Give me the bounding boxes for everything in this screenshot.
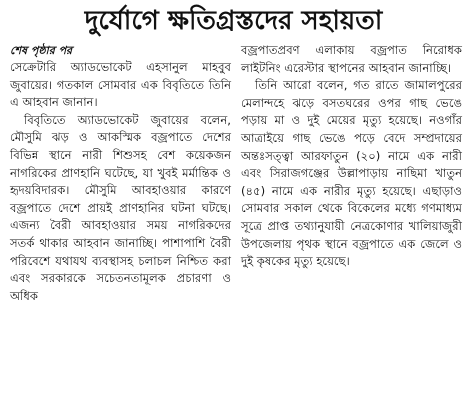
headline: দুর্যোগে ক্ষতিগ্রস্তদের সহায়তা xyxy=(84,6,383,36)
paragraph-right-2: তিনি আরো বলেন, গত রাতে জামালপুরের মেলান্দহে ঝড়ে বসতঘরের ওপর গাছ ভেঙে পড়ায় মা ও দুই মেয়ের মৃত্যু হয়েছে। নওগাঁর আত্রাইয়ে গাছ ভেঙে পড়ে বেদে সম্প্রদায়ের অন্তঃসত্ত্বা আরফাতুন (২০) নামে এক নারী এবং সিরাজগঞ্জের উল্লাপাড়ায় নাছিমা খাতুন (৪৫) নামে এক নারীর মৃত্যু হয়েছে। এছাড়াও সোমবার সকাল থেকে বিকেলের মধ্যে গণমাধ্যম সূত্রে প্রাপ্ত তথ্যানুযায়ী নেত্রকোণার খালিয়াজুরী উপজেলায় পৃথক স্থানে বজ্রপাতে এক জেলে ও দুই কৃষকের মৃত্যু হয়েছে। xyxy=(241,78,462,269)
continuation-kicker: শেষ পৃষ্ঠার পর xyxy=(10,44,73,57)
column-left xyxy=(10,42,231,404)
article-columns xyxy=(10,42,462,404)
paragraph-right-1: বজ্রপাতপ্রবণ এলাকায় বজ্রপাত নিরোধক লাইটনিং এরেস্টার স্থাপনের আহবান জানাচ্ছি। xyxy=(241,43,462,75)
column-right xyxy=(241,42,462,404)
paragraph-left-2: বিবৃতিতে অ্যাডভোকেট জুবায়ের বলেন, মৌসুমি ঝড় ও আকস্মিক বজ্রপাতে দেশের বিভিন্ন স্থানে নারী শিশুসহ বেশ কয়েকজন নাগরিকের প্রাণহানি ঘটেছে, যা খুবই মর্মান্তিক ও হৃদয়বিদারক। মৌসুমি আবহাওয়ার কারণে বজ্রপাতে দেশে প্রায়ই প্রাণহানির ঘটনা ঘটছে। এজন্য বৈরী আবহাওয়ার সময় নাগরিকদের সতর্ক থাকার আহবান জানাচ্ছি। পাশাপাশি বৈরী পরিবেশে যথাযথ ব্যবস্থাসহ চলাচল নিশ্চিত করা এবং সরকারকে সচেতনতামূলক প্রচারণা ও অধিক xyxy=(10,112,231,303)
paragraph-left-1: সেক্রেটারি অ্যাডভোকেট এহসানুল মাহবুব জুবায়ের। গতকাল সোমবার এক বিবৃতিতে তিনি এ আহবান জানান। xyxy=(10,60,231,110)
